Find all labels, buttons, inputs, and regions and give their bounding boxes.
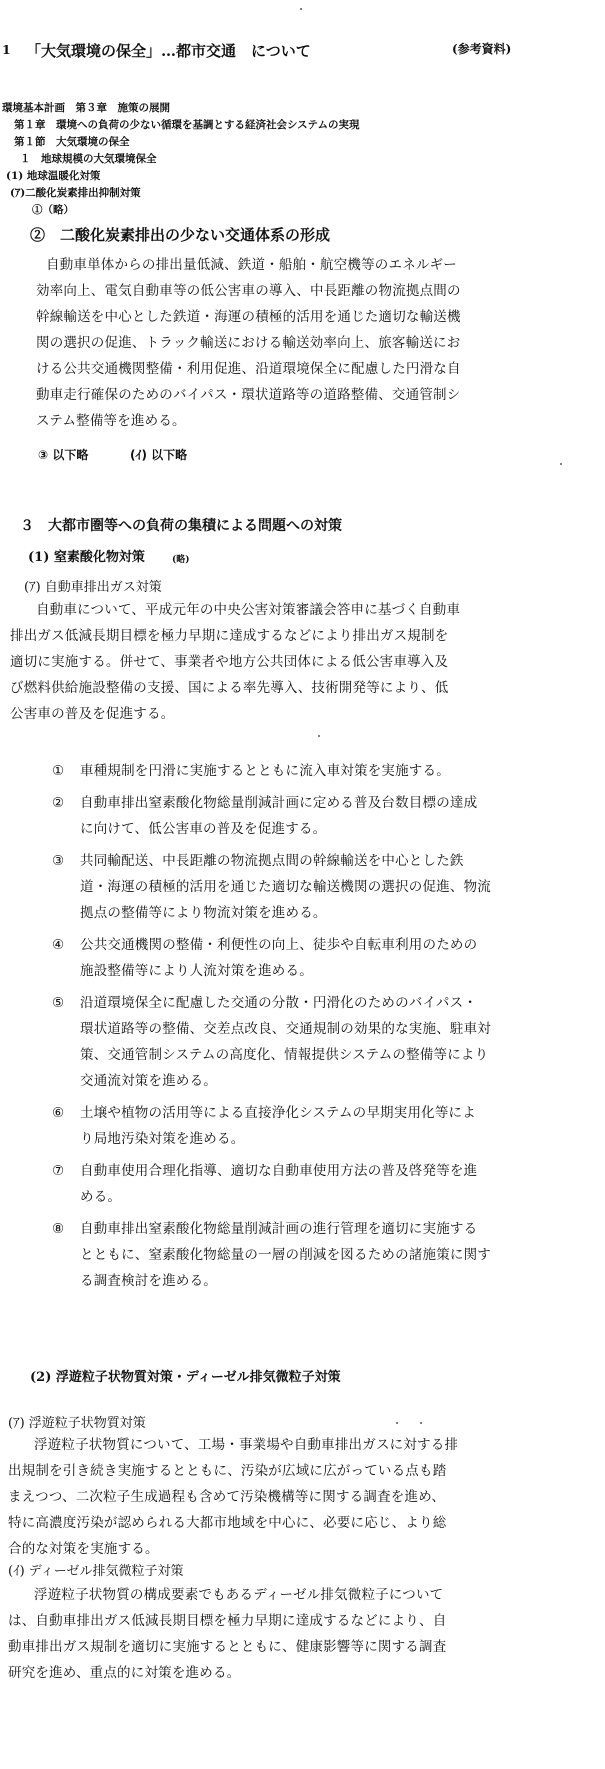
paragraph-line: 出規制を引き続き実施するとともに、汚染が広域に広がっている点も踏 — [8, 1463, 447, 1479]
measure-text: める。 — [80, 1189, 122, 1205]
scan-speck — [396, 1422, 398, 1424]
measure-text: 施設整備等により人流対策を進める。 — [80, 963, 313, 979]
scan-speck — [318, 735, 320, 737]
outline-section: 第１節 大気環境の保全 — [14, 136, 130, 148]
scan-speck — [560, 463, 562, 465]
measure-number: ⑦ — [52, 1163, 65, 1179]
measure-item-8 — [52, 1216, 597, 1294]
subsection-spm: (ｱ) 浮遊粒子状物質対策 — [8, 1416, 146, 1431]
paragraph-line: 研究を進め、重点的に対策を進める。 — [8, 1665, 241, 1681]
measure-item-6 — [52, 1100, 597, 1152]
measure-item-2 — [52, 790, 597, 842]
paragraph-line: 幹線輸送を中心とした鉄道・海運の積極的活用を通じた適切な輸送機 — [36, 309, 461, 325]
measure-number: ⑥ — [52, 1105, 65, 1121]
measure-number: ④ — [52, 937, 65, 953]
measure-text: 公共交通機関の整備・利便性の向上、徒歩や自転車利用のための — [80, 937, 478, 953]
outline-subsection: １ 地球規模の大気環境保全 — [20, 153, 157, 165]
paragraph-line: ステム整備等を進める。 — [36, 413, 186, 429]
paragraph-line: 効率向上、電気自動車等の低公害車の導入、中長距離の物流拠点間の — [36, 283, 461, 299]
section-vehicle-exhaust-paragraph — [10, 597, 600, 727]
paragraph-line: 自動車について、平成元年の中央公害対策審議会答申に基づく自動車 — [36, 602, 461, 618]
measure-text: 沿道環境保全に配慮した交通の分散・円滑化のためのバイパス・ — [80, 995, 478, 1011]
measures-list — [52, 758, 597, 1300]
section-co2-transport-heading: ② 二酸化炭素排出の少ない交通体系の形成 — [30, 226, 331, 244]
measure-number: ⑤ — [52, 995, 65, 1011]
outline-chapter: 第１章 環境への負荷の少ない循環を基調とする経済社会システムの実現 — [14, 119, 360, 131]
paragraph-line: 自動車単体からの排出量低減、鉄道・船舶・航空機等のエネルギー — [46, 257, 457, 273]
subsection-nox: (1) 窒素酸化物対策 — [28, 550, 145, 565]
section-metro-heading: ３ 大都市圏等への負荷の集積による問題への対策 — [20, 518, 342, 534]
paragraph-line: 浮遊粒子状物質について、工場・事業場や自動車排出ガスに対する排 — [34, 1437, 459, 1453]
measure-text: る調査検討を進める。 — [80, 1273, 217, 1289]
paragraph-line: は、自動車排出ガス低減長期目標を極力早期に達成するなどにより、自 — [8, 1613, 447, 1629]
paragraph-line: 公害車の普及を促進する。 — [10, 706, 175, 722]
outline-plan-chapter: 環境基本計画 第３章 施策の展開 — [2, 102, 170, 114]
diesel-paragraph — [8, 1582, 600, 1686]
outline-item-omitted: ①（略） — [32, 204, 74, 216]
measure-number: ② — [52, 795, 65, 811]
section-co2-paragraph — [36, 252, 596, 434]
measure-item-1 — [52, 758, 597, 784]
measure-text: 道・海運の積極的活用を通じた適切な輸送機関の選択の促進、物流 — [80, 879, 491, 895]
measure-item-3 — [52, 848, 597, 926]
paragraph-line: ける公共交通機関整備・利用促進、沿道環境保全に配慮した円滑な自 — [36, 361, 461, 377]
paragraph-line: 浮遊粒子状物質の構成要素でもあるディーゼル排気微粒子について — [34, 1587, 444, 1603]
measure-text: 拠点の整備等により物流対策を進める。 — [80, 905, 327, 921]
outline-item-co2: (ｱ)二酸化炭素排出抑制対策 — [10, 187, 141, 199]
omitted-note-2: (ｲ) 以下略 — [130, 448, 188, 462]
scan-speck — [300, 8, 302, 10]
left-margin-mark: 1 — [2, 42, 11, 57]
measure-text: り局地汚染対策を進める。 — [80, 1131, 245, 1147]
omitted-note-1: ③ 以下略 — [38, 448, 89, 462]
measure-text: 環状道路等の整備、交差点改良、交通規制の効果的な実施、駐車対 — [80, 1021, 491, 1037]
measure-text: 自動車使用合理化指導、適切な自動車使用方法の普及啓発等を進 — [80, 1163, 478, 1179]
measure-number: ⑧ — [52, 1221, 65, 1237]
paragraph-line: 動車走行確保のためのバイパス・環状道路等の道路整備、交通管制シ — [36, 387, 461, 403]
paragraph-line: 合的な対策を実施する。 — [8, 1541, 159, 1557]
subsection-spm-diesel: (2) 浮遊粒子状物質対策・ディーゼル排気微粒子対策 — [30, 1370, 341, 1385]
subsection-diesel-particulates: (ｲ) ディーゼル排気微粒子対策 — [8, 1564, 184, 1579]
measure-number: ③ — [52, 853, 65, 869]
measure-text: とともに、窒素酸化物総量の一層の削減を図るための諸施策に関す — [80, 1247, 491, 1263]
measure-item-7 — [52, 1158, 597, 1210]
measure-text: に向けて、低公害車の普及を促進する。 — [80, 821, 327, 837]
paragraph-line: 関の選択の促進、トラック輸送における輸送効率向上、旅客輸送にお — [36, 335, 461, 351]
measure-text: 土壌や植物の活用等による直接浄化システムの早期実用化等によ — [80, 1105, 476, 1121]
outline-item-warming: (1) 地球温暖化対策 — [6, 170, 101, 182]
measure-text: 車種規制を円滑に実施するとともに流入車対策を実施する。 — [80, 763, 450, 779]
measure-text: 策、交通管制システムの高度化、情報提供システムの整備等により — [80, 1047, 489, 1063]
subsection-vehicle-exhaust: (ｱ) 自動車排出ガス対策 — [24, 580, 162, 595]
measure-text: 共同輸配送、中長距離の物流拠点間の幹線輸送を中心とした鉄 — [80, 853, 464, 869]
measure-number: ① — [52, 763, 65, 779]
measure-item-4 — [52, 932, 597, 984]
measure-item-5 — [52, 990, 597, 1094]
measure-text: 自動車排出窒素酸化物総量削減計画の進行管理を適切に実施する — [80, 1221, 478, 1237]
measure-text: 交通流対策を進める。 — [80, 1073, 217, 1089]
subsection-nox-note: (略) — [172, 555, 190, 565]
paragraph-line: 適切に実施する。併せて、事業者や地方公共団体による低公害車導入及 — [10, 654, 449, 670]
paragraph-line: び燃料供給施設整備の支援、国による率先導入、技術開発等により、低 — [10, 680, 449, 696]
reference-tag: (参考資料) — [452, 42, 512, 56]
scan-speck — [420, 1422, 422, 1424]
spm-paragraph — [8, 1432, 600, 1562]
measure-text: 自動車排出窒素酸化物総量削減計画に定める普及台数目標の達成 — [80, 795, 478, 811]
document-title: 「大気環境の保全」…都市交通 について — [26, 42, 311, 60]
paragraph-line: まえつつ、二次粒子生成過程も含めて汚染機構等に関する調査を進め、 — [8, 1489, 446, 1505]
paragraph-line: 動車排出ガス規制を適切に実施するとともに、健康影響等に関する調査 — [8, 1639, 447, 1655]
paragraph-line: 特に高濃度汚染が認められる大都市地域を中心に、必要に応じ、より総 — [8, 1515, 447, 1531]
paragraph-line: 排出ガス低減長期目標を極力早期に達成するなどにより排出ガス規制を — [10, 628, 449, 644]
